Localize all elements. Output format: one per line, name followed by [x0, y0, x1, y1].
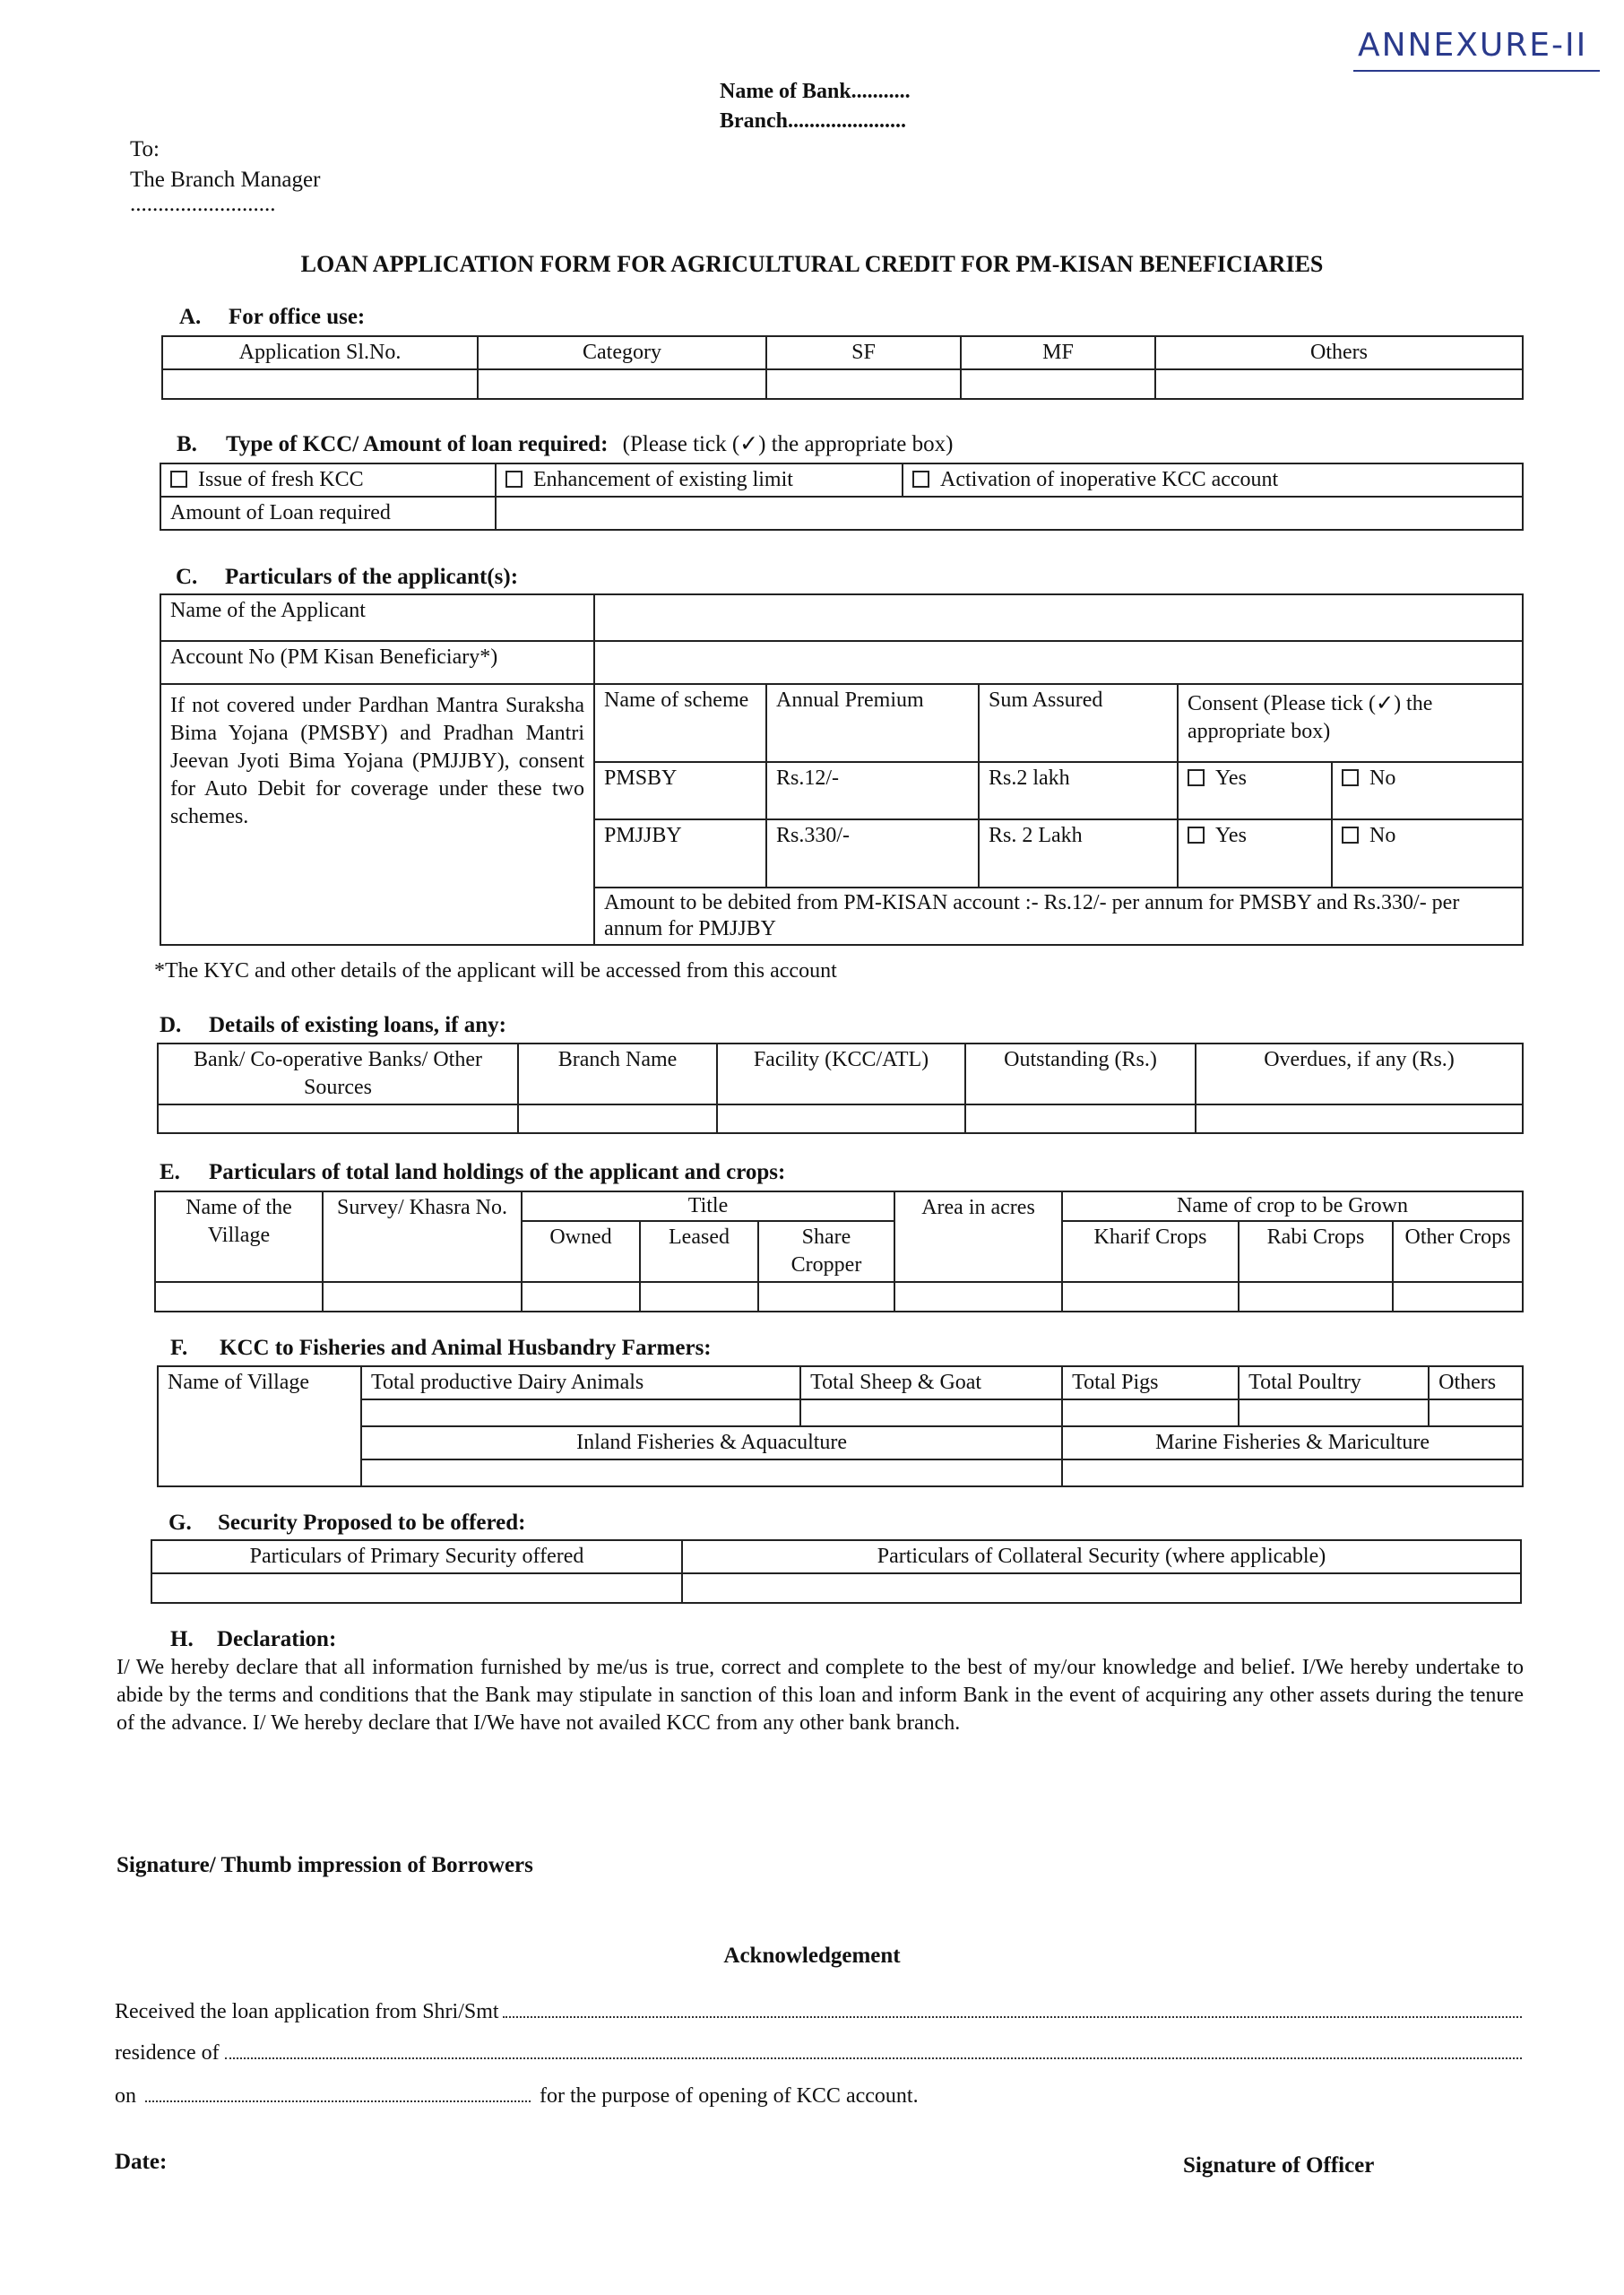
input-collateral-security[interactable]: [682, 1573, 1521, 1603]
kcc-type-table: [160, 463, 1524, 531]
annexure-label: ANNEXURE-II: [1358, 27, 1588, 64]
input-facility[interactable]: [717, 1104, 965, 1133]
input-pigs[interactable]: [1062, 1399, 1239, 1426]
input-area[interactable]: [894, 1282, 1062, 1312]
col-dairy: Total productive Dairy Animals: [361, 1366, 800, 1399]
col-leased: Leased: [640, 1221, 758, 1282]
ack-line-date: on for the purpose of opening of KCC account.: [115, 2084, 919, 2108]
input-inland-fisheries[interactable]: [361, 1459, 1062, 1486]
col-collateral-security: Particulars of Collateral Security (where applicable): [682, 1540, 1521, 1573]
input-survey[interactable]: [323, 1282, 522, 1312]
section-e-heading: E. Particulars of total land holdings of the applicant and crops:: [160, 1160, 786, 1184]
col-area: Area in acres: [894, 1191, 1062, 1282]
acknowledgement-heading: Acknowledgement: [723, 1944, 901, 1968]
input-other-crops[interactable]: [1393, 1282, 1523, 1312]
date-blank[interactable]: [145, 2083, 531, 2102]
checkbox-icon[interactable]: [505, 471, 523, 488]
option-enhancement[interactable]: Enhancement of existing limit: [496, 463, 903, 497]
col-name-of-village: Name of Village: [158, 1366, 361, 1486]
col-outstanding: Outstanding (Rs.): [965, 1044, 1196, 1104]
option-activation[interactable]: Activation of inoperative KCC account: [903, 463, 1523, 497]
col-bank-source: Bank/ Co-operative Banks/ Other Sources: [158, 1044, 518, 1104]
col-rabi: Rabi Crops: [1239, 1221, 1393, 1282]
input-share-cropper[interactable]: [758, 1282, 894, 1312]
col-other-crops: Other Crops: [1393, 1221, 1523, 1282]
security-table: [151, 1539, 1522, 1604]
input-dairy[interactable]: [361, 1399, 800, 1426]
option-fresh-kcc[interactable]: Issue of fresh KCC: [160, 463, 496, 497]
col-poultry: Total Poultry: [1239, 1366, 1429, 1399]
checkbox-icon[interactable]: [1342, 827, 1359, 844]
col-sum-assured: Sum Assured: [979, 685, 1178, 762]
existing-loans-table: [157, 1043, 1524, 1134]
col-overdues: Overdues, if any (Rs.): [1196, 1044, 1523, 1104]
kyc-footnote: *The KYC and other details of the applicant will be accessed from this account: [154, 959, 837, 983]
account-no-label: Account No (PM Kisan Beneficiary*): [160, 641, 594, 684]
col-consent: Consent (Please tick (✓) the appropriate box): [1178, 685, 1522, 762]
insurance-table: [595, 685, 1522, 944]
col-crop: Name of crop to be Grown: [1062, 1191, 1523, 1221]
ack-line-received: Received the loan application from Shri/Smt: [115, 1998, 1522, 2024]
col-village: Name of the Village: [155, 1191, 323, 1282]
declaration-text: I/ We hereby declare that all information furnished by me/us is true, correct and complete to the best of my/our knowledge and belief. I/We hereby undertake to abide by the terms and conditions that the Bank may stipulate in sanction of this loan and inform Bank in the event of acquiring any other assets during the tenure of the advance. I/ We hereby declare that I/We have not availed KCC from any other bank branch.: [117, 1656, 1524, 1735]
land-holdings-table: [154, 1191, 1524, 1312]
col-owned: Owned: [522, 1221, 640, 1282]
officer-signature-label: Signature of Officer: [1183, 2153, 1375, 2178]
input-rabi[interactable]: [1239, 1282, 1393, 1312]
input-category[interactable]: [478, 369, 766, 399]
input-marine-fisheries[interactable]: [1062, 1459, 1523, 1486]
insurance-cell: [594, 684, 1523, 945]
ack-line-residence: residence of: [115, 2040, 1522, 2066]
office-use-table: [161, 335, 1524, 400]
section-h-heading: H. Declaration:: [170, 1627, 337, 1651]
section-c-heading: C. Particulars of the applicant(s):: [176, 565, 519, 589]
col-primary-security: Particulars of Primary Security offered: [151, 1540, 682, 1573]
col-facility: Facility (KCC/ATL): [717, 1044, 965, 1104]
to-label: To:: [130, 137, 160, 161]
col-application-slno: Application Sl.No.: [162, 336, 478, 369]
input-kharif[interactable]: [1062, 1282, 1239, 1312]
pmsby-no[interactable]: No: [1332, 762, 1522, 819]
section-a-heading: A. For office use:: [179, 305, 366, 329]
branch-name: Branch......................: [720, 109, 907, 133]
pmjjby-no[interactable]: No: [1332, 819, 1522, 888]
col-share-cropper: Share Cropper: [758, 1221, 894, 1282]
col-inland-fisheries: Inland Fisheries & Aquaculture: [361, 1426, 1062, 1459]
account-no-input[interactable]: [594, 641, 1523, 684]
sum-pmjjby: Rs. 2 Lakh: [979, 819, 1178, 888]
col-kharif: Kharif Crops: [1062, 1221, 1239, 1282]
premium-pmsby: Rs.12/-: [766, 762, 979, 819]
col-pigs: Total Pigs: [1062, 1366, 1239, 1399]
checkbox-icon[interactable]: [170, 471, 187, 488]
input-primary-security[interactable]: [151, 1573, 682, 1603]
borrower-signature-label: Signature/ Thumb impression of Borrowers: [117, 1853, 533, 1877]
section-g-heading: G. Security Proposed to be offered:: [168, 1511, 526, 1535]
applicant-name-label: Name of the Applicant: [160, 594, 594, 641]
col-category: Category: [478, 336, 766, 369]
to-dots: ..........................: [130, 192, 276, 216]
col-branch-name: Branch Name: [518, 1044, 717, 1104]
input-others[interactable]: [1155, 369, 1523, 399]
scheme-pmsby: PMSBY: [595, 762, 766, 819]
to-recipient: The Branch Manager: [130, 168, 321, 192]
input-owned[interactable]: [522, 1282, 640, 1312]
input-outstanding[interactable]: [965, 1104, 1196, 1133]
input-others[interactable]: [1429, 1399, 1523, 1426]
scheme-pmjjby: PMJJBY: [595, 819, 766, 888]
fisheries-table: [157, 1365, 1524, 1487]
pmsby-yes[interactable]: Yes: [1178, 762, 1332, 819]
input-village[interactable]: [155, 1282, 323, 1312]
premium-pmjjby: Rs.330/-: [766, 819, 979, 888]
debit-note: Amount to be debited from PM-KISAN account :- Rs.12/- per annum for PMSBY and Rs.330/- per annum for PMJJBY: [595, 888, 1522, 944]
input-bank-source[interactable]: [158, 1104, 518, 1133]
input-branch-name[interactable]: [518, 1104, 717, 1133]
checkbox-icon[interactable]: [1188, 827, 1205, 844]
col-others: Others: [1429, 1366, 1523, 1399]
input-application-slno[interactable]: [162, 369, 478, 399]
loan-amount-input[interactable]: [496, 497, 1523, 530]
bank-name: Name of Bank...........: [720, 80, 911, 103]
col-premium: Annual Premium: [766, 685, 979, 762]
col-mf: MF: [961, 336, 1155, 369]
col-sheep-goat: Total Sheep & Goat: [800, 1366, 1062, 1399]
input-mf[interactable]: [961, 369, 1155, 399]
annexure-underline: [1353, 70, 1600, 72]
date-label: Date:: [115, 2150, 168, 2174]
section-d-heading: D. Details of existing loans, if any:: [160, 1013, 506, 1037]
checkbox-icon[interactable]: [1188, 769, 1205, 786]
checkbox-icon[interactable]: [1342, 769, 1359, 786]
bank-header: [720, 77, 911, 136]
residence-blank[interactable]: [225, 2040, 1522, 2059]
section-f-heading: F. KCC to Fisheries and Animal Husbandry Farmers:: [170, 1336, 712, 1360]
input-leased[interactable]: [640, 1282, 758, 1312]
addressee: [130, 134, 321, 216]
input-sf[interactable]: [766, 369, 961, 399]
form-title: LOAN APPLICATION FORM FOR AGRICULTURAL CREDIT FOR PM-KISAN BENEFICIARIES: [300, 251, 1324, 277]
col-title: Title: [522, 1191, 894, 1221]
col-sf: SF: [766, 336, 961, 369]
col-scheme: Name of scheme: [595, 685, 766, 762]
loan-amount-label: Amount of Loan required: [160, 497, 496, 530]
sum-pmsby: Rs.2 lakh: [979, 762, 1178, 819]
input-overdues[interactable]: [1196, 1104, 1523, 1133]
applicant-name-blank[interactable]: [503, 1998, 1522, 2018]
col-marine-fisheries: Marine Fisheries & Mariculture: [1062, 1426, 1523, 1459]
checkbox-icon[interactable]: [912, 471, 929, 488]
pmjjby-yes[interactable]: Yes: [1178, 819, 1332, 888]
applicant-name-input[interactable]: [594, 594, 1523, 641]
section-b-heading: B. Type of KCC/ Amount of loan required: (Please tick (✓) the appropriate box): [177, 432, 954, 456]
input-poultry[interactable]: [1239, 1399, 1429, 1426]
applicant-table: [160, 593, 1524, 946]
col-survey: Survey/ Khasra No.: [323, 1191, 522, 1282]
insurance-consent-text: If not covered under Pardhan Mantra Suraksha Bima Yojana (PMSBY) and Pradhan Mantri Jeevan Jyoti Bima Yojana (PMJJBY), consent for Auto Debit for coverage under these two schemes.: [160, 684, 594, 945]
input-sheep-goat[interactable]: [800, 1399, 1062, 1426]
col-others: Others: [1155, 336, 1523, 369]
